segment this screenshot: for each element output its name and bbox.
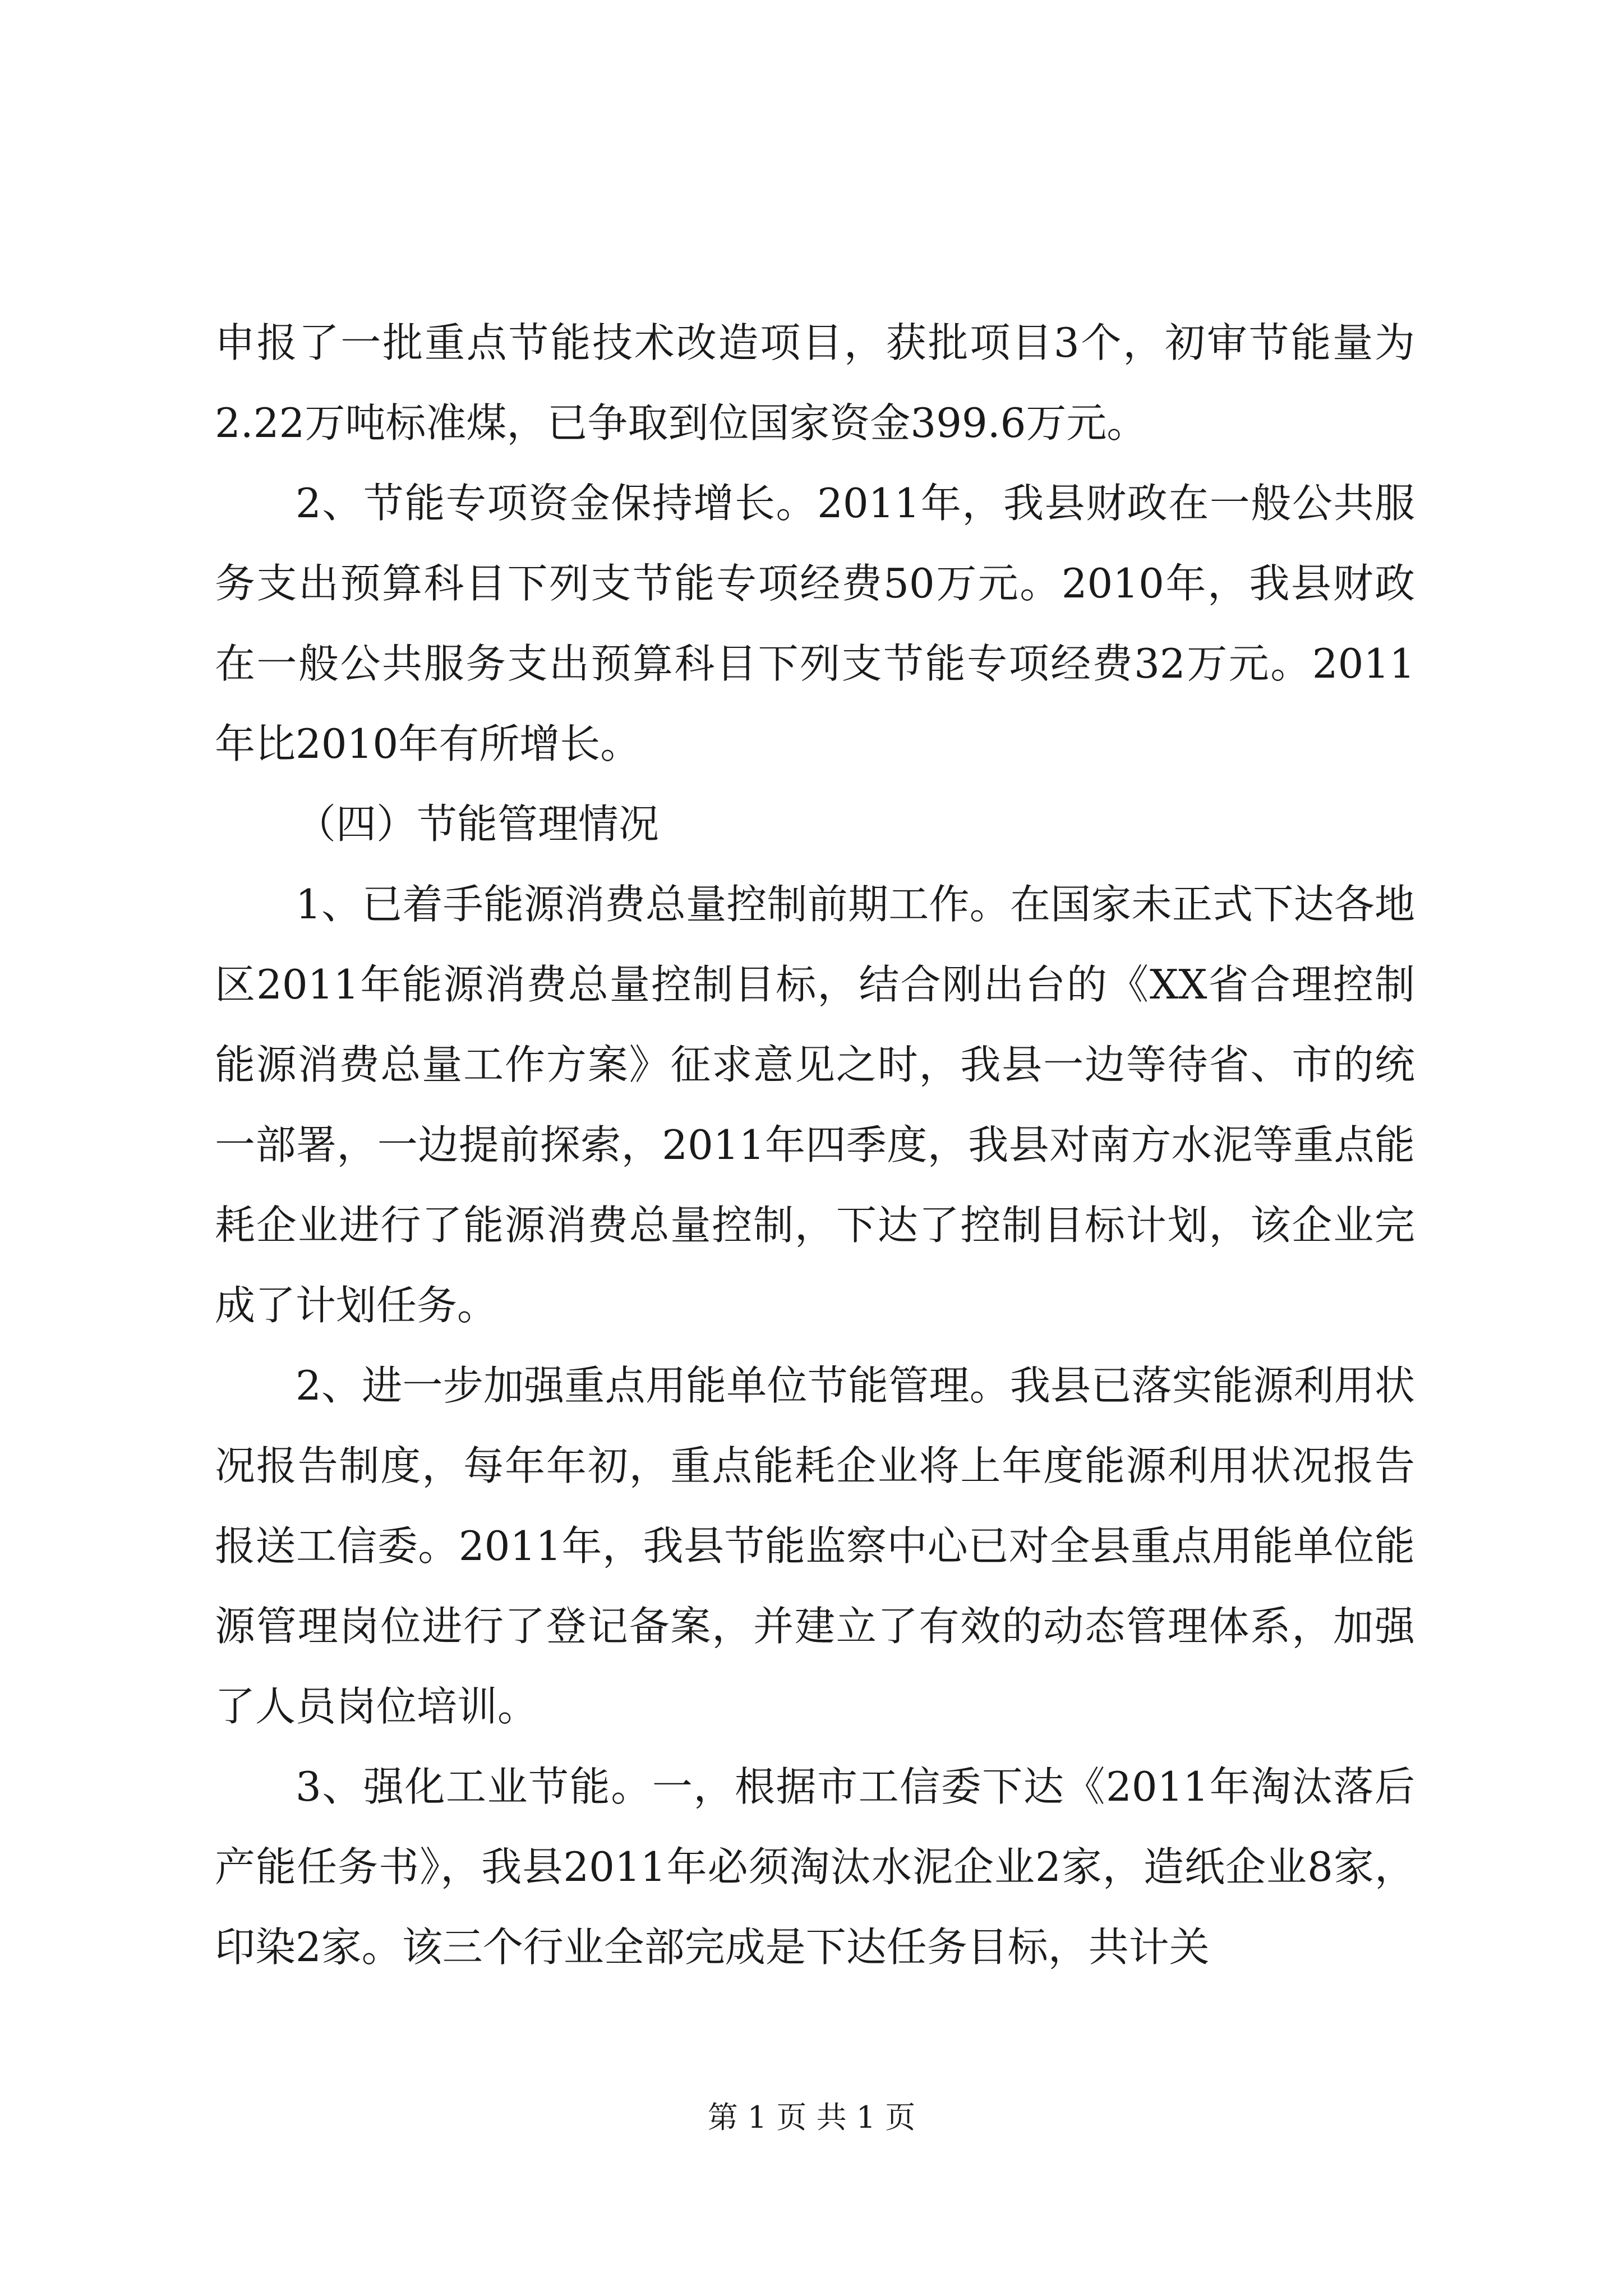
paragraph-2: 2、节能专项资金保持增长。2011年，我县财政在一般公共服务支出预算科目下列支节能专项经费50万元。2010年，我县财政在一般公共服务支出预算科目下列支节能专项经费32万元。2011年比2010年有所增长。	[215, 480, 1415, 767]
paragraph-1: 申报了一批重点节能技术改造项目，获批项目3个，初审节能量为2.22万吨标准煤，已争取到位国家资金399.6万元。	[215, 319, 1415, 447]
paragraph-4: 2、进一步加强重点用能单位节能管理。我县已落实能源利用状况报告制度，每年年初，重点能耗企业将上年度能源利用状况报告报送工信委。2011年，我县节能监察中心已对全县重点用能单位能源管理岗位进行了登记备案，并建立了有效的动态管理体系，加强了人员岗位培训。	[215, 1362, 1415, 1730]
document-body	[215, 303, 1415, 1987]
paragraph-5: 3、强化工业节能。一，根据市工信委下达《2011年淘汰落后产能任务书》，我县2011年必须淘汰水泥企业2家，造纸企业8家，印染2家。该三个行业全部完成是下达任务目标，共计关	[215, 1763, 1415, 1971]
section-heading: （四）节能管理情况	[296, 800, 660, 848]
page-number-label: 第 1 页 共 1 页	[707, 2100, 916, 2135]
page-footer	[0, 2098, 1623, 2137]
paragraph-3: 1、已着手能源消费总量控制前期工作。在国家未正式下达各地区2011年能源消费总量控制目标，结合刚出台的《XX省合理控制能源消费总量工作方案》征求意见之时，我县一边等待省、市的统一部署，一边提前探索，2011年四季度，我县对南方水泥等重点能耗企业进行了能源消费总量控制，下达了控制目标计划，该企业完成了计划任务。	[215, 881, 1415, 1329]
